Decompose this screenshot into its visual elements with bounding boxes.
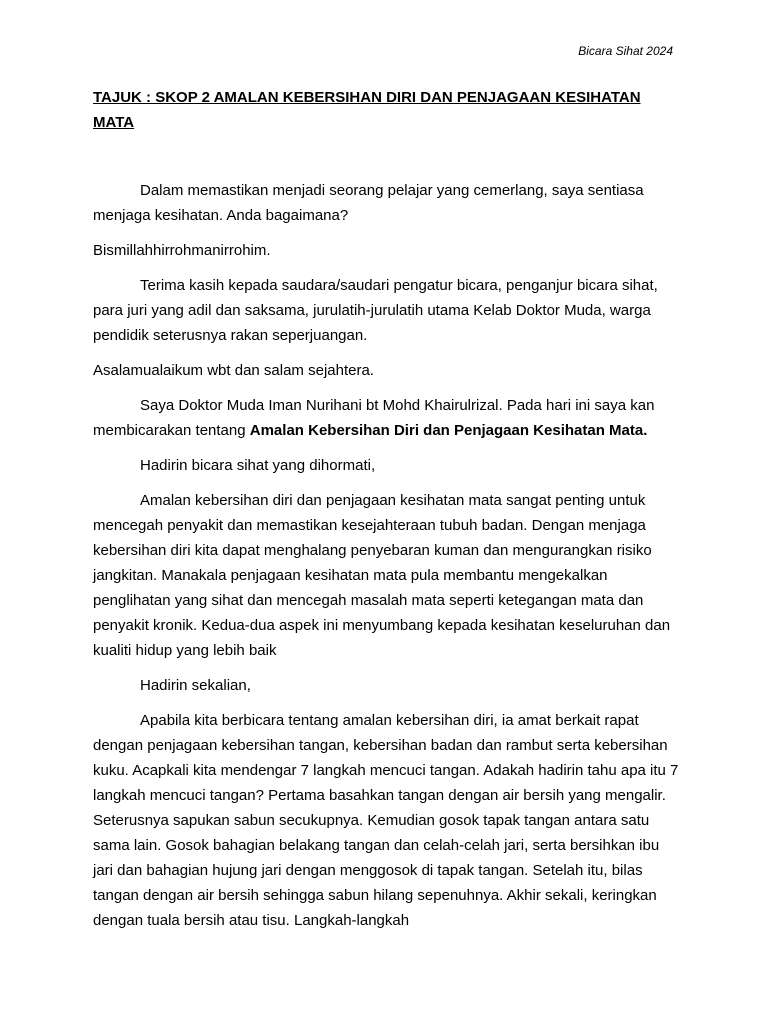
paragraph-intro: Dalam memastikan menjadi seorang pelajar yang cemerlang, saya sentiasa menjaga kesihatan. Anda bagaimana?: [93, 182, 644, 224]
paragraph-thanks: Terima kasih kepada saudara/saudari pengatur bicara, penganjur bicara sihat, para juri yang adil dan saksama, jurulatih-jurulatih utama Kelab Doktor Muda, warga pendidik seterusnya rakan seperjuangan.: [93, 277, 658, 344]
document-body: [93, 178, 683, 943]
document-title: TAJUK : SKOP 2 AMALAN KEBERSIHAN DIRI DAN PENJAGAAN KESIHATAN MATA: [93, 89, 641, 131]
paragraph-greeting: Asalamualaikum wbt dan salam sejahtera.: [93, 362, 374, 379]
paragraph-handwashing: Apabila kita berbicara tentang amalan kebersihan diri, ia amat berkait rapat dengan penjagaan kebersihan tangan, kebersihan badan dan rambut serta kebersihan kuku. Acapkali kita mendengar 7 langkah mencuci tangan. Adakah hadirin tahu apa itu 7 langkah mencuci tangan? Pertama basahkan tangan dengan air bersih yang mengalir. Seterusnya sapukan sabun secukupnya. Kemudian gosok tapak tangan antara satu sama lain. Gosok bahagian belakang tangan dan celah-celah jari, serta bersihkan ibu jari dan bahagian hujung jari dengan menggosok di tapak tangan. Setelah itu, bilas tangan dengan air bersih sehingga sabun hilang sepenuhnya. Akhir sekali, keringkan dengan tuala bersih atau tisu. Langkah-langkah: [93, 712, 679, 929]
paragraph-basmalah: Bismillahhirrohmanirrohim.: [93, 242, 271, 259]
paragraph-importance: Amalan kebersihan diri dan penjagaan kesihatan mata sangat penting untuk mencegah penyakit dan memastikan kesejahteraan tubuh badan. Dengan menjaga kebersihan diri kita dapat menghalang penyebaran kuman dan mengurangkan risiko jangkitan. Manakala penjagaan kesihatan mata pula membantu mengekalkan penglihatan yang sihat dan mencegah masalah mata seperti ketegangan mata dan penyakit kronik. Kedua-dua aspek ini menyumbang kepada kesihatan keseluruhan dan kualiti hidup yang lebih baik: [93, 492, 671, 659]
self-intro-text: Saya Doktor Muda Iman Nurihani bt Mohd Khairulrizal. Pada hari ini saya kan membicarakan tentang: [93, 397, 655, 439]
speech-topic: Amalan Kebersihan Diri dan Penjagaan Kesihatan Mata.: [249, 422, 648, 439]
paragraph-address-audience: Hadirin bicara sihat yang dihormati,: [140, 457, 376, 474]
paragraph-address-all: Hadirin sekalian,: [140, 677, 251, 694]
paragraph-self-intro: [93, 393, 683, 443]
header-note: Bicara Sihat 2024: [578, 44, 673, 58]
